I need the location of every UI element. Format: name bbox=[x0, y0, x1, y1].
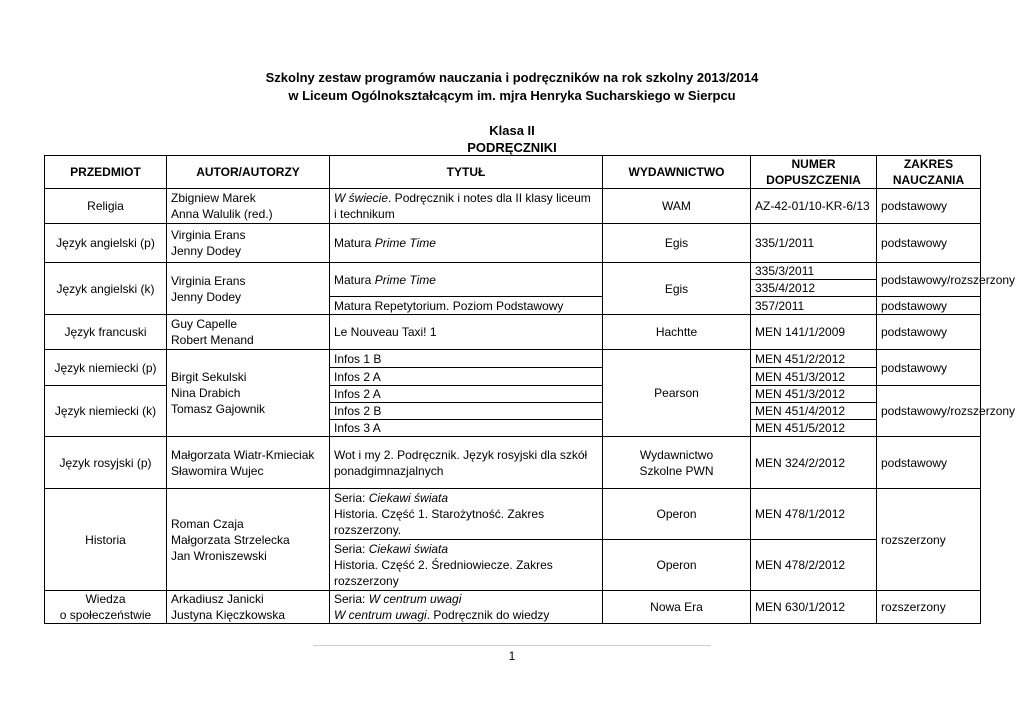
author-cell: Zbigniew Marek Anna Walulik (red.) bbox=[167, 189, 330, 224]
approval-number-cell: MEN 451/5/2012 bbox=[751, 420, 877, 437]
section-heading: PODRĘCZNIKI bbox=[467, 140, 557, 155]
title-cell: Matura Prime Time bbox=[330, 263, 603, 297]
table-row bbox=[45, 224, 981, 263]
subject-cell: Język niemiecki (k) bbox=[45, 386, 167, 437]
approval-number-cell: MEN 451/3/2012 bbox=[751, 368, 877, 386]
title-cell: Infos 1 B bbox=[330, 350, 603, 368]
approval-number-cell: AZ-42-01/10-KR-6/13 bbox=[751, 189, 877, 224]
table-row bbox=[45, 315, 981, 350]
column-header: ZAKRES NAUCZANIA bbox=[877, 156, 981, 189]
subject-cell: Historia bbox=[45, 489, 167, 591]
author-cell: Guy Capelle Robert Menand bbox=[167, 315, 330, 350]
author-cell: Virginia Erans Jenny Dodey bbox=[167, 263, 330, 315]
publisher-cell: Egis bbox=[603, 224, 751, 263]
title-cell: Matura Prime Time bbox=[330, 224, 603, 263]
approval-number-cell: MEN 324/2/2012 bbox=[751, 437, 877, 489]
scope-cell: rozszerzony bbox=[877, 591, 981, 624]
author-cell: Virginia Erans Jenny Dodey bbox=[167, 224, 330, 263]
title-cell: Seria: Ciekawi świata Historia. Część 1. Starożytność. Zakres rozszerzony. bbox=[330, 489, 603, 540]
table-row bbox=[45, 350, 981, 368]
table-header-row bbox=[45, 156, 981, 189]
publisher-cell: Egis bbox=[603, 263, 751, 315]
column-header: WYDAWNICTWO bbox=[603, 156, 751, 189]
page-number: 1 bbox=[508, 649, 516, 663]
scope-cell: podstawowy bbox=[877, 189, 981, 224]
textbooks-table bbox=[44, 155, 1016, 624]
subject-cell: Język niemiecki (p) bbox=[45, 350, 167, 386]
column-header: PRZEDMIOT bbox=[45, 156, 167, 189]
title-cell: Wot i my 2. Podręcznik. Język rosyjski dla szkół ponadgimnazjalnych bbox=[330, 437, 603, 489]
approval-number-cell: 335/1/2011 bbox=[751, 224, 877, 263]
column-header: NUMER DOPUSZCZENIA bbox=[751, 156, 877, 189]
title-cell: Infos 2 A bbox=[330, 368, 603, 386]
subject-cell: Język angielski (p) bbox=[45, 224, 167, 263]
table-row bbox=[45, 591, 981, 624]
title-cell: Le Nouveau Taxi! 1 bbox=[330, 315, 603, 350]
approval-number-cell: MEN 630/1/2012 bbox=[751, 591, 877, 624]
scope-cell: podstawowy bbox=[877, 437, 981, 489]
subject-cell: Język angielski (k) bbox=[45, 263, 167, 315]
document-title: Szkolny zestaw programów nauczania i podręczników na rok szkolny 2013/2014 bbox=[265, 70, 759, 85]
publisher-cell: WAM bbox=[603, 189, 751, 224]
column-header: AUTOR/AUTORZY bbox=[167, 156, 330, 189]
publisher-cell: Pearson bbox=[603, 350, 751, 437]
author-cell: Roman Czaja Małgorzata Strzelecka Jan Wroniszewski bbox=[167, 489, 330, 591]
publisher-cell: Operon bbox=[603, 489, 751, 540]
title-cell: W świecie. Podręcznik i notes dla II klasy liceum i technikum bbox=[330, 189, 603, 224]
title-cell: Seria: W centrum uwagi W centrum uwagi. Podręcznik do wiedzy bbox=[330, 591, 603, 624]
subject-cell: Wiedza o społeczeństwie bbox=[45, 591, 167, 624]
table-row bbox=[45, 437, 981, 489]
document-subtitle: w Liceum Ogólnokształcącym im. mjra Henryka Sucharskiego w Sierpcu bbox=[288, 88, 736, 103]
table-row bbox=[45, 489, 981, 540]
class-heading: Klasa II bbox=[489, 123, 535, 138]
publisher-cell: Operon bbox=[603, 540, 751, 591]
approval-number-cell: MEN 141/1/2009 bbox=[751, 315, 877, 350]
title-cell: Infos 2 B bbox=[330, 403, 603, 420]
scope-cell: podstawowy/rozszerzony bbox=[877, 386, 981, 437]
footer-divider bbox=[313, 645, 711, 646]
author-cell: Birgit Sekulski Nina Drabich Tomasz Gajownik bbox=[167, 350, 330, 437]
approval-number-cell: 335/3/2011 bbox=[751, 263, 877, 280]
scope-cell: rozszerzony bbox=[877, 489, 981, 591]
scope-cell: podstawowy bbox=[877, 315, 981, 350]
scope-cell: podstawowy bbox=[877, 297, 981, 315]
approval-number-cell: MEN 451/4/2012 bbox=[751, 403, 877, 420]
approval-number-cell: 335/4/2012 bbox=[751, 280, 877, 297]
title-cell: Infos 2 A bbox=[330, 386, 603, 403]
subject-cell: Religia bbox=[45, 189, 167, 224]
table-row bbox=[45, 263, 981, 280]
title-cell: Matura Repetytorium. Poziom Podstawowy bbox=[330, 297, 603, 315]
title-cell: Infos 3 A bbox=[330, 420, 603, 437]
table-row bbox=[45, 189, 981, 224]
scope-cell: podstawowy bbox=[877, 350, 981, 386]
publisher-cell: Nowa Era bbox=[603, 591, 751, 624]
approval-number-cell: 357/2011 bbox=[751, 297, 877, 315]
author-cell: Małgorzata Wiatr-Kmieciak Sławomira Wujec bbox=[167, 437, 330, 489]
subject-cell: Język francuski bbox=[45, 315, 167, 350]
column-header: TYTUŁ bbox=[330, 156, 603, 189]
scope-cell: podstawowy/rozszerzony bbox=[877, 263, 981, 297]
publisher-cell: Hachtte bbox=[603, 315, 751, 350]
subject-cell: Język rosyjski (p) bbox=[45, 437, 167, 489]
author-cell: Arkadiusz Janicki Justyna Kięczkowska bbox=[167, 591, 330, 624]
approval-number-cell: MEN 478/2/2012 bbox=[751, 540, 877, 591]
title-cell: Seria: Ciekawi świata Historia. Część 2. Średniowiecze. Zakres rozszerzony bbox=[330, 540, 603, 591]
publisher-cell: Wydawnictwo Szkolne PWN bbox=[603, 437, 751, 489]
approval-number-cell: MEN 451/2/2012 bbox=[751, 350, 877, 368]
approval-number-cell: MEN 451/3/2012 bbox=[751, 386, 877, 403]
approval-number-cell: MEN 478/1/2012 bbox=[751, 489, 877, 540]
scope-cell: podstawowy bbox=[877, 224, 981, 263]
